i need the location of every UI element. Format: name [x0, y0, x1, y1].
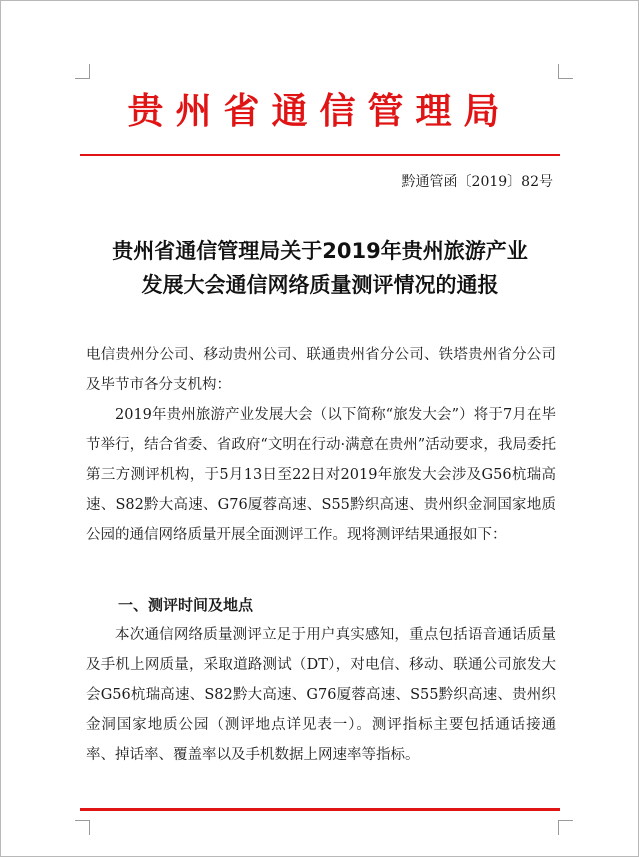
document-title-line-1: 贵州省通信管理局关于2019年贵州旅游产业 — [112, 239, 528, 263]
crop-mark-bottom-left — [75, 820, 90, 835]
addressee-text: 电信贵州分公司、移动贵州公司、联通贵州省分公司、铁塔贵州省分公司及毕节市各分支机构： — [86, 347, 556, 393]
document-title — [60, 234, 580, 302]
paragraph-section-1 — [86, 620, 556, 770]
header-red-divider — [80, 154, 560, 156]
org-header-title: 贵州省通信管理局 — [127, 90, 512, 132]
paragraph-intro-text: 2019年贵州旅游产业发展大会（以下简称“旅发大会”）将于7月在毕节举行，结合省委、省政府“文明在行动·满意在贵州”活动要求，我局委托第三方测评机构，于5月13日至22日对2019年旅发大会涉及G56杭瑞高速、S82黔大高速、G76厦蓉高速、S55黔织高速、贵州织金洞国家地质公园的通信网络质量开展全面测评工作。现将测评结果通报如下： — [86, 407, 556, 543]
crop-mark-top-right — [558, 64, 573, 79]
document-number: 黔通管函〔2019〕82号 — [401, 174, 553, 190]
crop-mark-top-left — [75, 64, 90, 79]
addressee — [86, 340, 556, 400]
paragraph-intro — [86, 400, 556, 550]
document-title-line-2: 发展大会通信网络质量测评情况的通报 — [141, 273, 499, 297]
paragraph-section-1-text: 本次通信网络质量测评立足于用户真实感知，重点包括语音通话质量及手机上网质量，采取道路测试（DT），对电信、移动、联通公司旅发大会G56杭瑞高速、S82黔大高速、G76厦蓉高速、S55黔织高速、贵州织金洞国家地质公园（测评地点详见表一）。测评指标主要包括通话接通率、掉话率、覆盖率以及手机数据上网速率等指标。 — [86, 627, 556, 763]
footer-red-divider — [80, 808, 560, 811]
section-heading-1: 一、测评时间及地点 — [118, 596, 254, 614]
crop-mark-bottom-right — [558, 820, 573, 835]
